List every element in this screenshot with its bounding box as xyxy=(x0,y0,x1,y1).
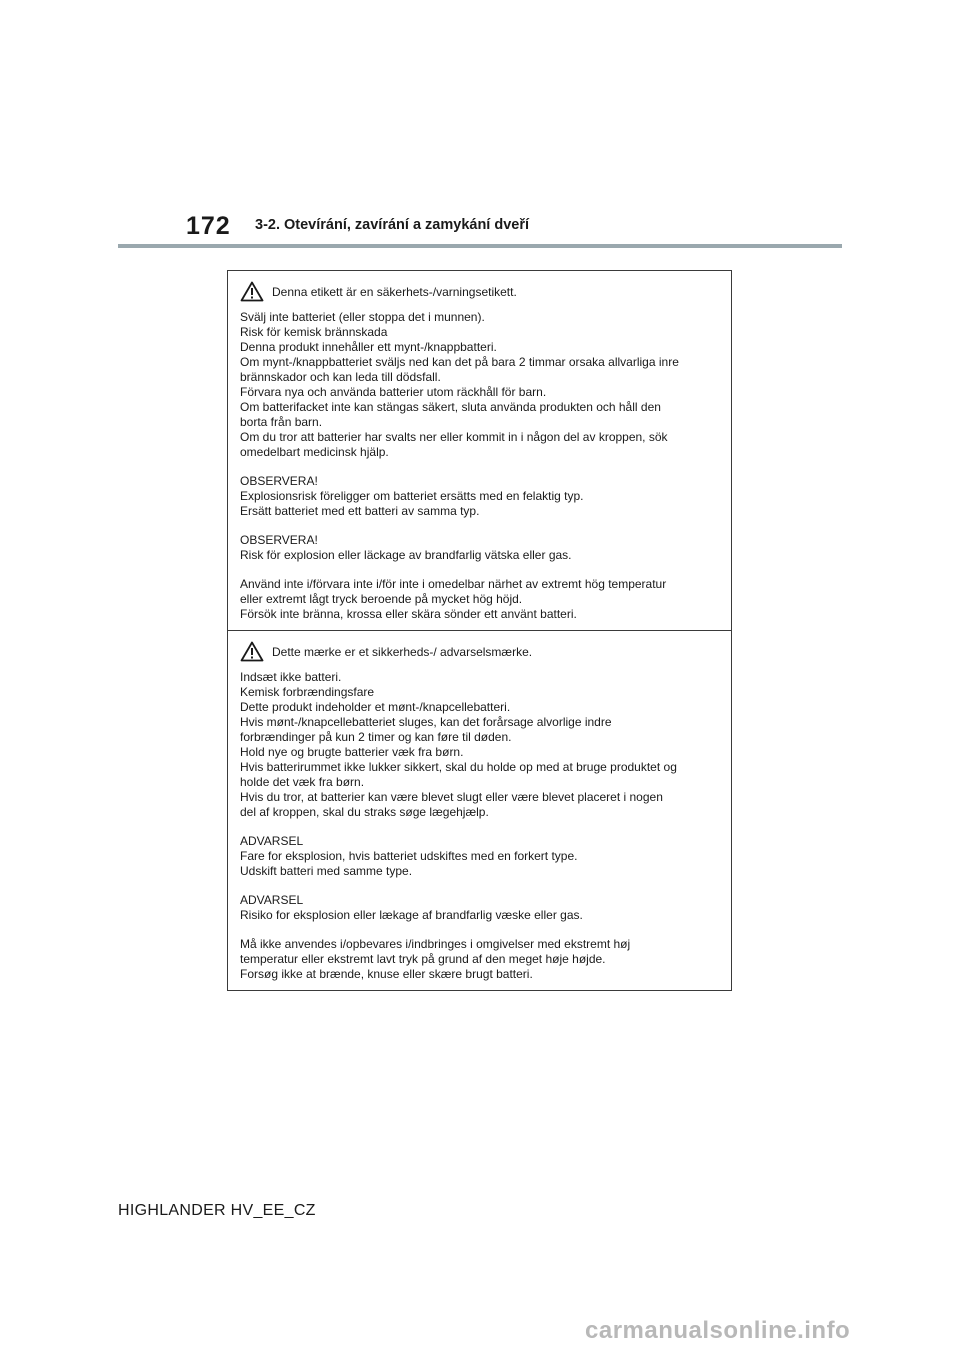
danish-block-1 xyxy=(240,670,721,820)
page-number: 172 xyxy=(186,212,231,240)
swedish-block-2 xyxy=(240,474,721,519)
text-line: Denna produkt innehåller ett mynt-/knappbatteri. xyxy=(240,340,497,354)
danish-panel-heading xyxy=(240,641,721,662)
text-line: OBSERVERA! xyxy=(240,474,318,488)
warning-triangle-icon xyxy=(240,641,264,662)
text-line: Explosionsrisk föreligger om batteriet ersätts med en felaktig typ. xyxy=(240,489,584,503)
text-line: Udskift batteri med samme type. xyxy=(240,864,413,878)
text-line: Hvis mønt-/knapcellebatteriet sluges, kan det forårsage alvorlige indre xyxy=(240,715,612,729)
section-title: 3-2. Otevírání, zavírání a zamykání dveří xyxy=(255,217,530,233)
text-line: Forsøg ikke at brænde, knuse eller skære brugt batteri. xyxy=(240,967,533,981)
text-line: Dette produkt indeholder et mønt-/knapcellebatteri. xyxy=(240,700,511,714)
swedish-heading-text: Denna etikett är en säkerhets-/varningsetikett. xyxy=(272,284,517,299)
text-line: ADVARSEL xyxy=(240,893,304,907)
text-line: Förvara nya och använda batterier utom räckhåll för barn. xyxy=(240,385,547,399)
text-line: OBSERVERA! xyxy=(240,533,318,547)
text-line: omedelbart medicinsk hjälp. xyxy=(240,445,389,459)
text-line: Om mynt-/knappbatteriet sväljs ned kan det på bara 2 timmar orsaka allvarliga inre xyxy=(240,355,679,369)
text-line: brännskador och kan leda till dödsfall. xyxy=(240,370,441,384)
text-line: Risk för explosion eller läckage av brandfarlig vätska eller gas. xyxy=(240,548,572,562)
text-line: Om batterifacket inte kan stängas säkert, sluta använda produkten och håll den xyxy=(240,400,661,414)
text-line: Fare for eksplosion, hvis batteriet udskiftes med en forkert type. xyxy=(240,849,578,863)
text-line: del af kroppen, skal du straks søge lægehjælp. xyxy=(240,805,489,819)
header-rule xyxy=(118,244,842,248)
text-line: Svälj inte batteriet (eller stoppa det i munnen). xyxy=(240,310,485,324)
watermark: carmanualsonline.info xyxy=(585,1317,851,1344)
danish-heading-text: Dette mærke er et sikkerheds-/ advarselsmærke. xyxy=(272,644,533,659)
text-line: eller extremt lågt tryck beroende på mycket hög höjd. xyxy=(240,592,523,606)
swedish-warning-panel xyxy=(228,271,731,630)
text-line: forbrændinger på kun 2 timer og kan føre til døden. xyxy=(240,730,512,744)
danish-block-2 xyxy=(240,834,721,879)
text-line: Risk för kemisk brännskada xyxy=(240,325,388,339)
footer-model-code: HIGHLANDER HV_EE_CZ xyxy=(118,1202,316,1219)
danish-warning-panel xyxy=(228,630,731,990)
text-line: temperatur eller ekstremt lavt tryk på grund af den meget høje højde. xyxy=(240,952,606,966)
text-line: Kemisk forbrændingsfare xyxy=(240,685,375,699)
warning-triangle-icon xyxy=(240,281,264,302)
text-line: Försök inte bränna, krossa eller skära sönder ett använt batteri. xyxy=(240,607,577,621)
battery-warning-label xyxy=(227,270,732,991)
text-line: Hold nye og brugte batterier væk fra børn. xyxy=(240,745,464,759)
danish-block-4 xyxy=(240,937,721,982)
text-line: Om du tror att batterier har svalts ner eller kommit in i någon del av kroppen, sök xyxy=(240,430,668,444)
text-line: Ersätt batteriet med ett batteri av samma typ. xyxy=(240,504,480,518)
swedish-panel-heading xyxy=(240,281,721,302)
text-line: Hvis batterirummet ikke lukker sikkert, skal du holde op med at bruge produktet og xyxy=(240,760,677,774)
text-line: Använd inte i/förvara inte i/för inte i omedelbar närhet av extremt hög temperatur xyxy=(240,577,667,591)
swedish-block-3 xyxy=(240,533,721,563)
text-line: holde det væk fra børn. xyxy=(240,775,365,789)
text-line: borta från barn. xyxy=(240,415,323,429)
text-line: ADVARSEL xyxy=(240,834,304,848)
danish-block-3 xyxy=(240,893,721,923)
text-line: Risiko for eksplosion eller lækage af brandfarlig væske eller gas. xyxy=(240,908,583,922)
swedish-block-4 xyxy=(240,577,721,622)
swedish-block-1 xyxy=(240,310,721,460)
text-line: Må ikke anvendes i/opbevares i/indbringes i omgivelser med ekstremt høj xyxy=(240,937,631,951)
text-line: Hvis du tror, at batterier kan være blevet slugt eller være blevet placeret i nogen xyxy=(240,790,663,804)
text-line: Indsæt ikke batteri. xyxy=(240,670,342,684)
